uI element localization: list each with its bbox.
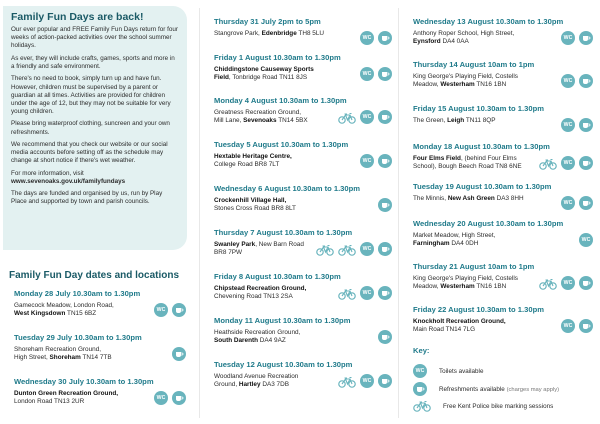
cup-icon <box>172 303 186 317</box>
key-refreshments-note: (charges may apply) <box>506 386 560 393</box>
intro-paragraph: We recommend that you check our website or our social media accounts before setting off as the schedule may change at short notice if there's wet weather. <box>11 141 168 165</box>
event-entry <box>214 316 392 345</box>
intro-paragraph: There's no need to book, simply turn up and have fun. However, children must be supervised by a parent or guardian at all times. Activities are provided for children under the age of 12, but they may not be suitable for very young children. <box>11 75 171 115</box>
toilet-icon: WC <box>561 276 575 290</box>
facility-icons <box>338 110 392 124</box>
event-entry <box>214 360 392 389</box>
event-entry <box>14 377 186 406</box>
cup-icon <box>378 374 392 388</box>
event-address: Chipstead Recreation Ground, Chevening Road TN13 2SA <box>214 285 307 300</box>
facility-icons <box>561 31 593 45</box>
event-entry <box>214 140 392 169</box>
intro-paragraph: Our ever popular and FREE Family Fun Days return for four weeks of action-packed activities over the school summer holidays. <box>11 26 178 50</box>
cup-icon <box>378 286 392 300</box>
bike-icon <box>338 243 356 255</box>
event-entry <box>214 53 392 82</box>
key-refreshments <box>413 382 559 396</box>
event-address: Dunton Green Recreation Ground, London Road TN13 2UR <box>14 390 119 405</box>
cup-icon <box>378 330 392 344</box>
intro-paragraph: Please bring waterproof clothing, suncreen and your own refreshments. <box>11 120 170 136</box>
cup-icon <box>378 67 392 81</box>
facility-icons <box>539 276 593 290</box>
cup-icon <box>172 347 186 361</box>
event-entry <box>214 17 392 41</box>
facility-icons <box>561 74 593 88</box>
facility-icons <box>154 303 186 317</box>
facility-icons <box>561 196 593 210</box>
event-address: Anthony Roper School, High Street, Eynsford DA4 0AA <box>413 30 515 45</box>
facility-icons <box>154 391 186 405</box>
event-date: Monday 4 August 10.30am to 1.30pm <box>214 96 347 105</box>
cup-icon <box>579 74 593 88</box>
bike-icon <box>338 111 356 123</box>
event-address: Woodland Avenue Recreation Ground, Hartley DA3 7DB <box>214 373 299 388</box>
bike-icon <box>316 243 334 255</box>
bike-icon <box>338 287 356 299</box>
event-date: Wednesday 20 August 10.30am to 1.30pm <box>413 219 564 228</box>
intro-panel <box>3 6 187 250</box>
cup-icon <box>378 198 392 212</box>
website-link[interactable]: www.sevenoaks.gov.uk/familyfundays <box>11 178 126 185</box>
event-address: Market Meadow, High Street, Farningham DA4 0DH <box>413 232 496 247</box>
column-divider <box>199 8 200 418</box>
event-entry <box>413 219 593 248</box>
bike-icon <box>539 277 557 289</box>
toilet-icon: WC <box>561 118 575 132</box>
event-date: Thursday 14 August 10am to 1pm <box>413 60 535 69</box>
intro-paragraph <box>11 170 179 186</box>
toilet-icon: WC <box>360 154 374 168</box>
event-address: Shoreham Recreation Ground, High Street, Shoreham TN14 7TB <box>14 346 112 361</box>
key-bike <box>413 400 553 412</box>
toilet-icon: WC <box>360 31 374 45</box>
event-address: Knockholt Recreation Ground, Main Road TN14 7LG <box>413 318 506 333</box>
event-date: Tuesday 29 July 10.30am to 1.30pm <box>14 333 142 342</box>
toilet-icon: WC <box>561 156 575 170</box>
event-entry <box>14 289 186 318</box>
facility-icons <box>579 233 593 247</box>
event-date: Tuesday 5 August 10.30am to 1.30pm <box>214 140 349 149</box>
cup-icon <box>378 110 392 124</box>
facility-icons <box>338 286 392 300</box>
dates-heading: Family Fun Day dates and locations <box>9 270 180 281</box>
event-entry <box>413 17 593 46</box>
toilet-icon: WC <box>579 233 593 247</box>
event-address: Gamecock Meadow, London Road, West Kingsdown TN15 6BZ <box>14 302 114 317</box>
event-address: King George's Playing Field, Costells Meadow, Westerham TN16 1BN <box>413 73 518 88</box>
event-address: The Minnis, New Ash Green DA3 8HH <box>413 195 524 202</box>
event-date: Monday 18 August 10.30am to 1.30pm <box>413 142 550 151</box>
event-entry <box>413 262 593 291</box>
event-address: Chiddingstone Causeway Sports Field, Tonbridge Road TN11 8JS <box>214 66 314 81</box>
cup-icon <box>378 154 392 168</box>
event-date: Wednesday 6 August 10.30am to 1.30pm <box>214 184 361 193</box>
event-date: Thursday 7 August 10.30am to 1.30pm <box>214 228 353 237</box>
event-address: Hextable Heritage Centre, College Road BR8 7LT <box>214 153 292 168</box>
cup-icon <box>579 118 593 132</box>
event-date: Wednesday 30 July 10.30am to 1.30pm <box>14 377 154 386</box>
facility-icons <box>378 198 392 212</box>
cup-icon <box>172 391 186 405</box>
event-date: Tuesday 19 August 10.30am to 1.30pm <box>413 182 552 191</box>
cup-icon <box>579 319 593 333</box>
event-entry <box>214 184 392 213</box>
event-address: Stangrove Park, Edenbridge TH8 5LU <box>214 30 324 37</box>
event-address: Swanley Park, New Barn Road BR8 7PW <box>214 241 304 256</box>
event-address: Heathside Recreation Ground, South Darenth DA4 9AZ <box>214 329 301 344</box>
column-divider <box>398 8 399 418</box>
facility-icons <box>360 154 392 168</box>
toilet-icon: WC <box>154 303 168 317</box>
facility-icons <box>561 118 593 132</box>
event-entry <box>413 305 593 334</box>
cup-icon <box>378 242 392 256</box>
event-entry <box>413 60 593 89</box>
event-address: Four Elms Field, (behind Four Elms School), Bough Beech Road TN8 6NE <box>413 155 522 170</box>
facility-icons <box>378 330 392 344</box>
facility-icons <box>172 347 186 361</box>
event-date: Friday 15 August 10.30am to 1.30pm <box>413 104 544 113</box>
event-entry <box>14 333 186 362</box>
event-date: Friday 1 August 10.30am to 1.30pm <box>214 53 341 62</box>
toilet-icon: WC <box>360 374 374 388</box>
bike-icon <box>539 157 557 169</box>
intro-title: Family Fun Days are back! <box>11 11 144 23</box>
toilet-icon: WC <box>561 74 575 88</box>
event-entry <box>413 142 593 171</box>
key-toilets-label: Toilets available <box>439 367 484 375</box>
facility-icons <box>316 242 392 256</box>
more-info-text: For more information, visit <box>11 169 84 177</box>
event-entry <box>413 104 593 128</box>
toilet-icon: WC <box>360 67 374 81</box>
cup-icon <box>378 31 392 45</box>
facility-icons <box>338 374 392 388</box>
facility-icons <box>539 156 593 170</box>
bike-icon <box>413 400 431 412</box>
event-date: Friday 22 August 10.30am to 1.30pm <box>413 305 544 314</box>
event-date: Thursday 31 July 2pm to 5pm <box>214 17 321 26</box>
cup-icon <box>579 156 593 170</box>
event-entry <box>214 272 392 301</box>
cup-icon <box>579 31 593 45</box>
key-bike-label: Free Kent Police bike marking sessions <box>443 402 554 410</box>
toilet-icon: WC <box>413 364 427 378</box>
key-toilets <box>413 364 483 378</box>
key-title: Key: <box>413 346 430 355</box>
cup-icon <box>579 196 593 210</box>
cup-icon <box>579 276 593 290</box>
event-date: Monday 28 July 10.30am to 1.30pm <box>14 289 141 298</box>
toilet-icon: WC <box>154 391 168 405</box>
event-date: Tuesday 12 August 10.30am to 1.30pm <box>214 360 353 369</box>
event-date: Friday 8 August 10.30am to 1.30pm <box>214 272 341 281</box>
toilet-icon: WC <box>360 110 374 124</box>
toilet-icon: WC <box>360 242 374 256</box>
event-date: Wednesday 13 August 10.30am to 1.30pm <box>413 17 564 26</box>
event-address: King George's Playing Field, Costells Meadow, Westerham TN16 1BN <box>413 275 518 290</box>
event-address: The Green, Leigh TN11 8QP <box>413 117 496 124</box>
event-address: Crockenhill Village Hall, Stones Cross Road BR8 8LT <box>214 197 296 212</box>
event-date: Monday 11 August 10.30am to 1.30pm <box>214 316 351 325</box>
event-entry <box>214 96 392 125</box>
event-date: Thursday 21 August 10am to 1pm <box>413 262 535 271</box>
intro-paragraph: As ever, they will include crafts, games, sports and more in a friendly and safe environment. <box>11 54 175 70</box>
event-entry <box>413 182 593 206</box>
toilet-icon: WC <box>561 319 575 333</box>
intro-paragraph: The days are funded and organised by us, run by Play Place and supported by town and parish councils. <box>11 190 163 206</box>
facility-icons <box>561 319 593 333</box>
event-entry <box>214 228 392 257</box>
toilet-icon: WC <box>561 31 575 45</box>
bike-icon <box>338 375 356 387</box>
facility-icons <box>360 67 392 81</box>
event-address: Greatness Recreation Ground, Mill Lane, Sevenoaks TN14 5BX <box>214 109 308 124</box>
toilet-icon: WC <box>360 286 374 300</box>
facility-icons <box>360 31 392 45</box>
toilet-icon: WC <box>561 196 575 210</box>
cup-icon <box>413 382 427 396</box>
key-refreshments-label: Refreshments available <box>439 385 505 393</box>
